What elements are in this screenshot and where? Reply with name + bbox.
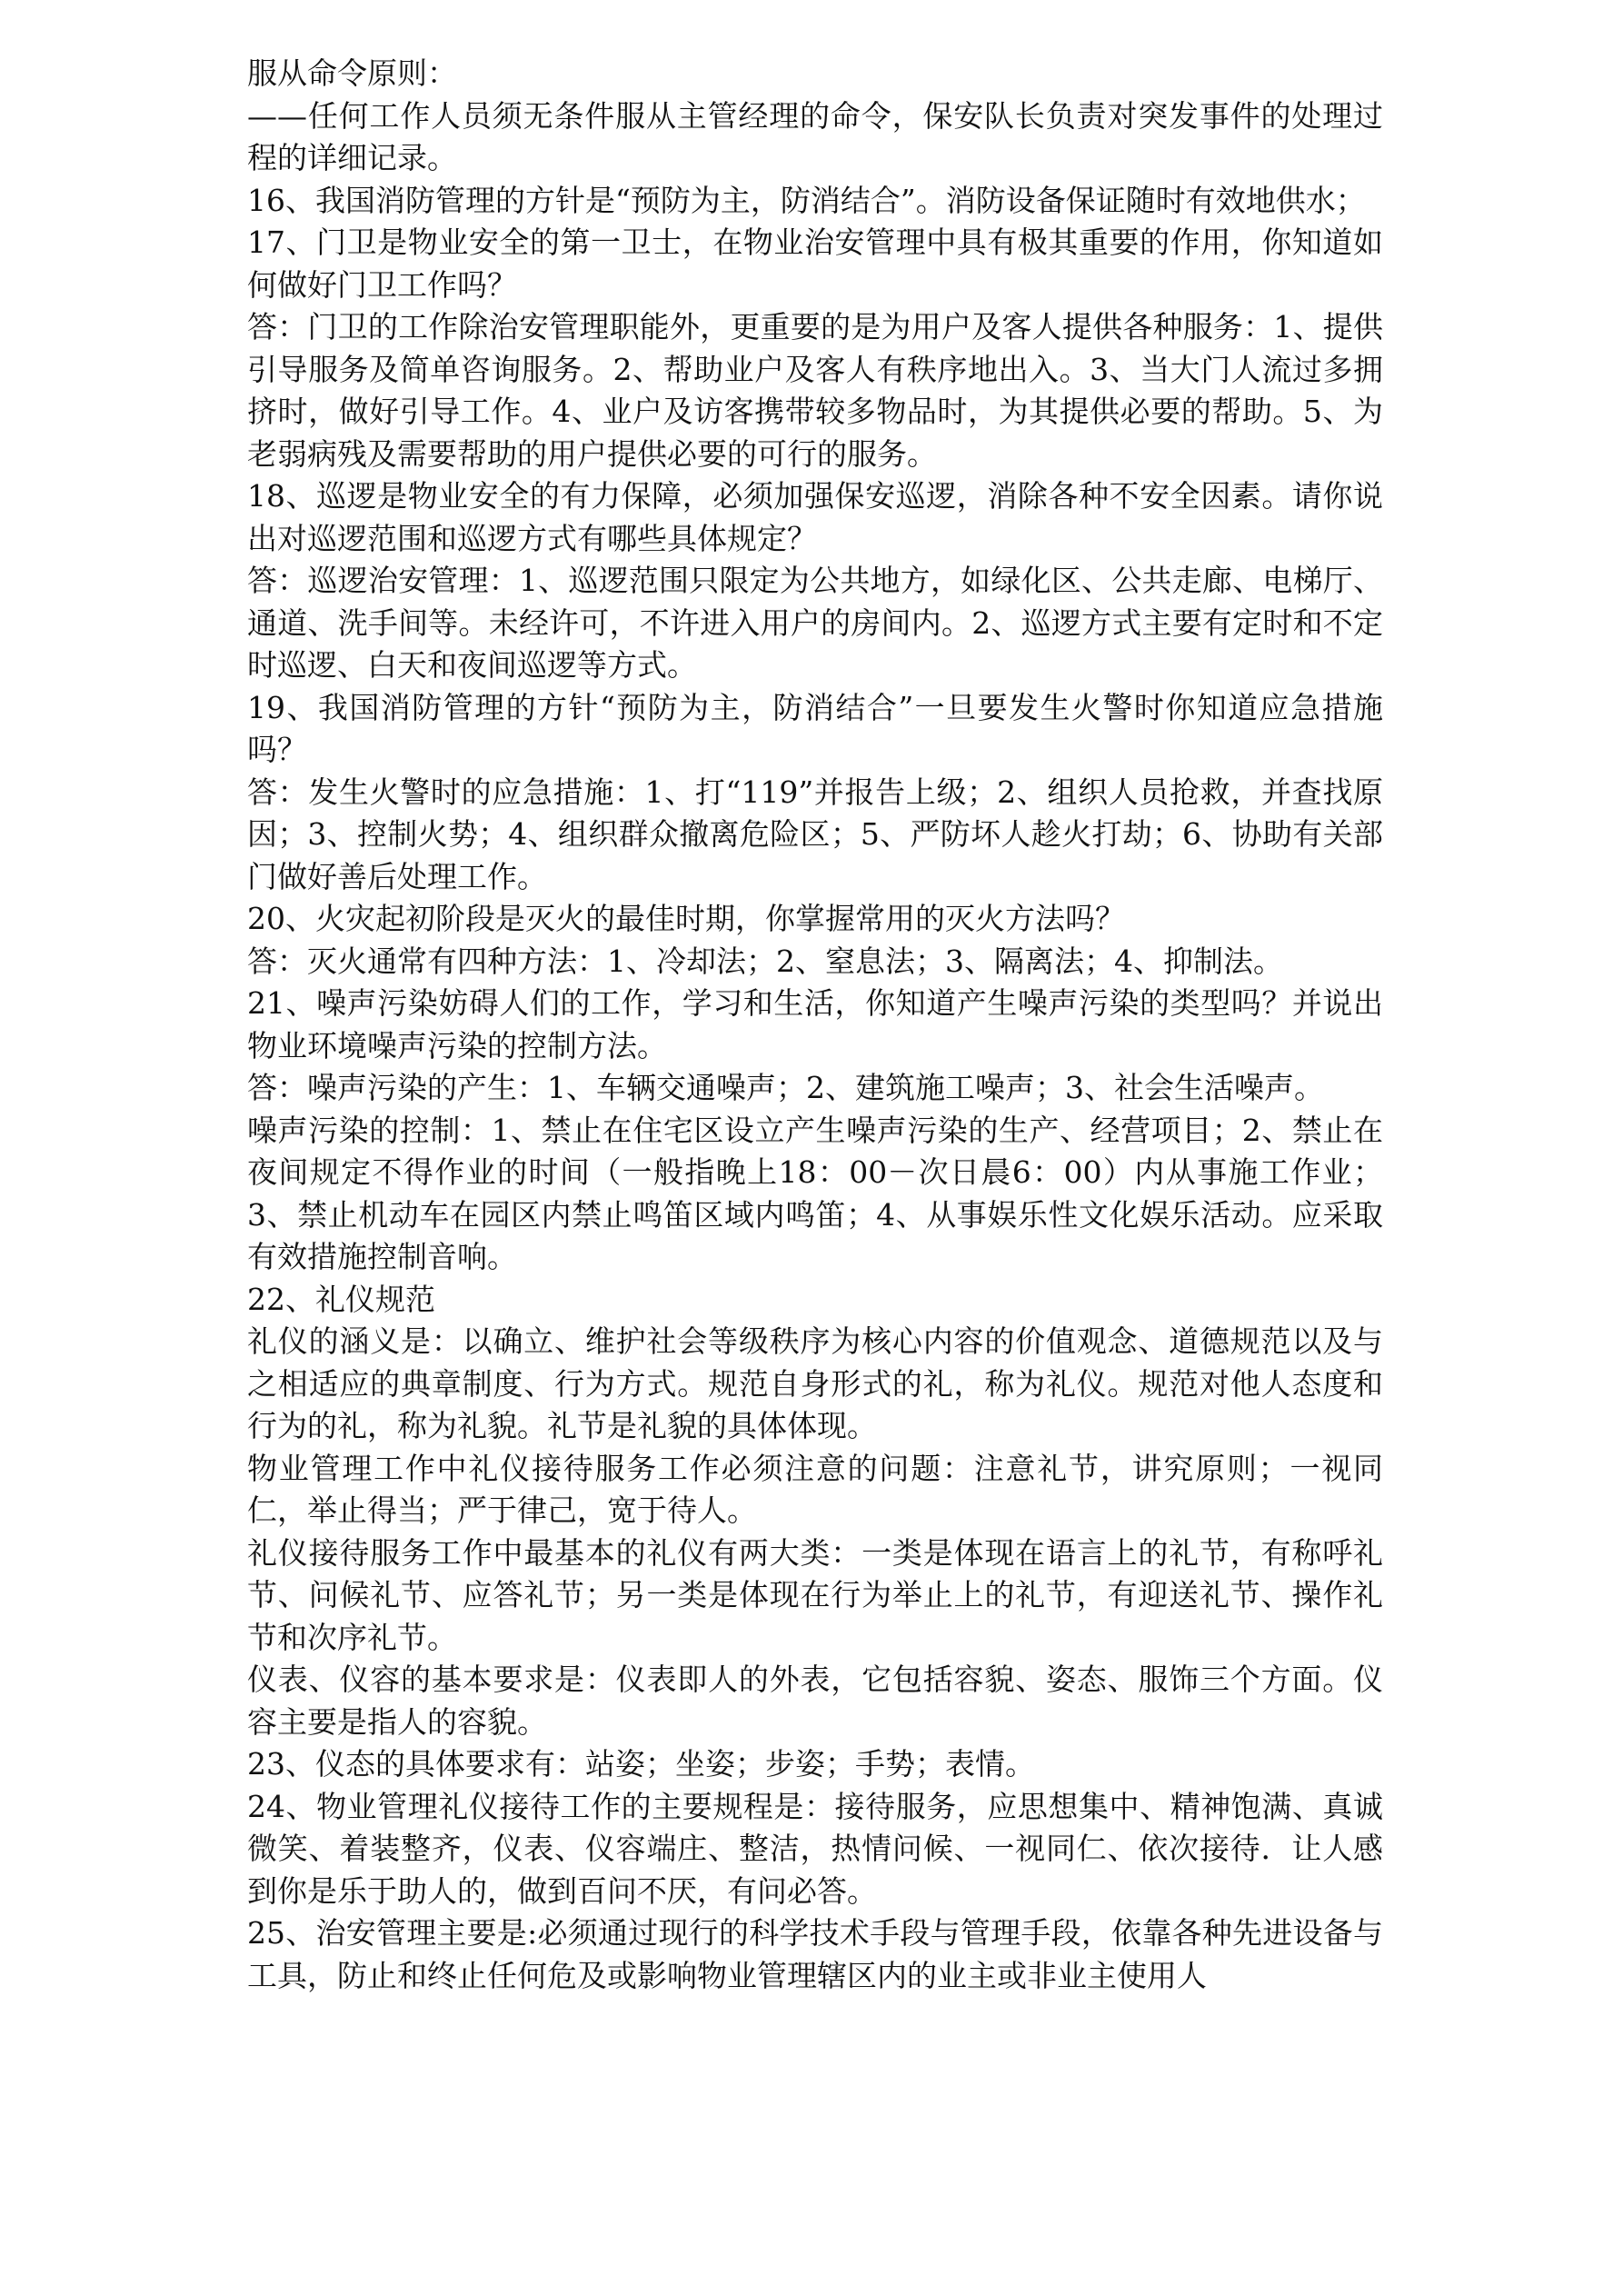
paragraph-appearance-requirements: 仪表、仪容的基本要求是：仪表即人的外表，它包括容貌、姿态、服饰三个方面。仪容主要是指人的容貌。 xyxy=(247,1662,1383,1740)
paragraph-answer-20: 答：灭火通常有四种方法：1、冷却法；2、窒息法；3、隔离法；4、抑制法。 xyxy=(247,943,1283,979)
paragraph-obey-principle-title: 服从命令原则： xyxy=(247,55,457,91)
paragraph-heading-22: 22、礼仪规范 xyxy=(247,1281,435,1317)
paragraph-answer-19: 答：发生火警时的应急措施：1、打“119”并报告上级；2、组织人员抢救，并查找原因；3、控制火势；4、组织群众撤离危险区；5、严防坏人趁火打劫；6、协助有关部门做好善后处理工作。 xyxy=(247,774,1383,894)
paragraph-question-18: 18、巡逻是物业安全的有力保障，必须加强保安巡逻，消除各种不安全因素。请你说出对巡逻范围和巡逻方式有哪些具体规定？ xyxy=(247,478,1383,556)
paragraph-question-21: 21、噪声污染妨碍人们的工作，学习和生活，你知道产生噪声污染的类型吗？并说出物业环境噪声污染的控制方法。 xyxy=(247,985,1383,1063)
paragraph-answer-18: 答：巡逻治安管理：1、巡逻范围只限定为公共地方，如绿化区、公共走廊、电梯厅、通道、洗手间等。未经许可，不许进入用户的房间内。2、巡逻方式主要有定时和不定时巡逻、白天和夜间巡逻等方式。 xyxy=(247,563,1383,683)
paragraph-etiquette-issues: 物业管理工作中礼仪接待服务工作必须注意的问题：注意礼节，讲究原则；一视同仁，举止得当；严于律己，宽于待人。 xyxy=(247,1450,1383,1528)
paragraph-question-17: 17、门卫是物业安全的第一卫士，在物业治安管理中具有极其重要的作用，你知道如何做好门卫工作吗？ xyxy=(247,225,1383,303)
paragraph-answer-21-control: 噪声污染的控制：1、禁止在住宅区设立产生噪声污染的生产、经营项目；2、禁止在夜间规定不得作业的时间（一般指晚上18：00－次日晨6：00）内从事施工作业；3、禁止机动车在园区内禁止鸣笛区域内鸣笛；4、从事娱乐性文化娱乐活动。应采取有效措施控制音响。 xyxy=(247,1112,1383,1274)
paragraph-obey-principle: ——任何工作人员须无条件服从主管经理的命令，保安队长负责对突发事件的处理过程的详细记录。 xyxy=(247,97,1383,175)
paragraph-answer-21-sources: 答：噪声污染的产生：1、车辆交通噪声；2、建筑施工噪声；3、社会生活噪声。 xyxy=(247,1070,1324,1105)
paragraph-etiquette-meaning: 礼仪的涵义是：以确立、维护社会等级秩序为核心内容的价值观念、道德规范以及与之相适应的典章制度、行为方式。规范自身形式的礼，称为礼仪。规范对他人态度和行为的礼，称为礼貌。礼节是礼貌的具体体现。 xyxy=(247,1323,1383,1443)
paragraph-etiquette-categories: 礼仪接待服务工作中最基本的礼仪有两大类：一类是体现在语言上的礼节，有称呼礼节、问候礼节、应答礼节；另一类是体现在行为举止上的礼节，有迎送礼节、操作礼节和次序礼节。 xyxy=(247,1534,1383,1655)
paragraph-question-20: 20、火灾起初阶段是灭火的最佳时期，你掌握常用的灭火方法吗？ xyxy=(247,901,1125,936)
paragraph-item-16: 16、我国消防管理的方针是“预防为主，防消结合”。消防设备保证随时有效地供水； xyxy=(247,182,1366,218)
paragraph-item-23: 23、仪态的具体要求有：站姿；坐姿；步姿；手势；表情。 xyxy=(247,1746,1035,1782)
paragraph-answer-17: 答：门卫的工作除治安管理职能外，更重要的是为用户及客人提供各种服务：1、提供引导服务及简单咨询服务。2、帮助业户及客人有秩序地出入。3、当大门人流过多拥挤时，做好引导工作。4、业户及访客携带较多物品时，为其提供必要的帮助。5、为老弱病残及需要帮助的用户提供必要的可行的服务。 xyxy=(247,309,1383,472)
paragraph-question-19: 19、我国消防管理的方针“预防为主，防消结合”一旦要发生火警时你知道应急措施吗？ xyxy=(247,689,1383,767)
paragraph-item-25: 25、治安管理主要是:必须通过现行的科学技术手段与管理手段，依靠各种先进设备与工具，防止和终止任何危及或影响物业管理辖区内的业主或非业主使用人 xyxy=(247,1915,1383,1993)
paragraph-item-24: 24、物业管理礼仪接待工作的主要规程是：接待服务，应思想集中、精神饱满、真诚微笑、着装整齐，仪表、仪容端庄、整洁，热情问候、一视同仁、依次接待．让人感到你是乐于助人的，做到百问不厌，有问必答。 xyxy=(247,1788,1383,1909)
document-page xyxy=(247,53,1383,1997)
